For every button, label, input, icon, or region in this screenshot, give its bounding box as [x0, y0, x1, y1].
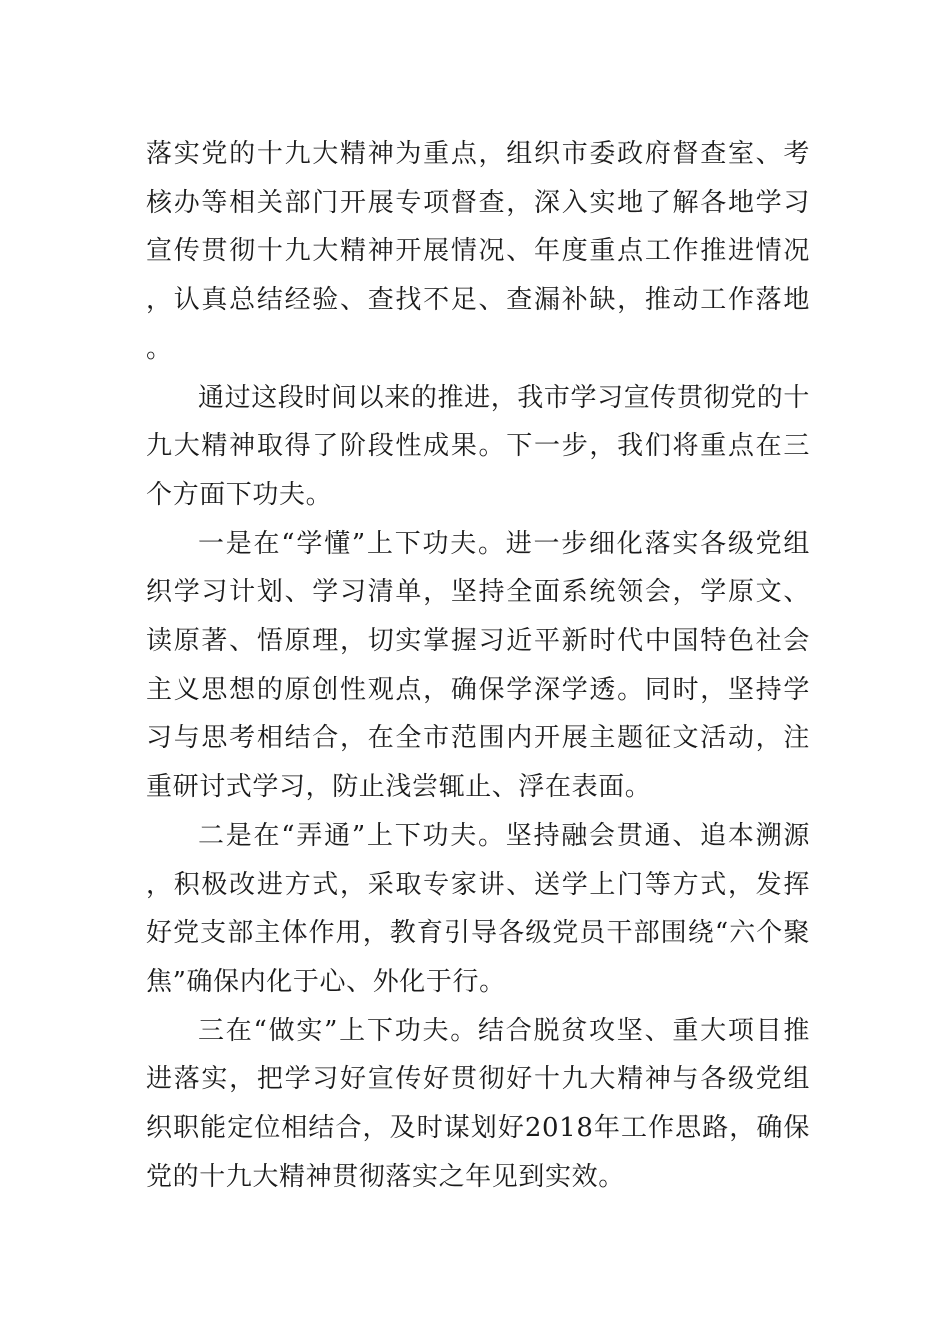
paragraph-3: 一是在“学懂”上下功夫。进一步细化落实各级党组织学习计划、学习清单，坚持全面系统领会，学原文、读原著、悟原理，切实掌握习近平新时代中国特色社会主义思想的原创性观点，确保学深学透。同时，坚持学习与思考相结合，在全市范围内开展主题征文活动，注重研讨式学习，防止浅尝辄止、浮在表面。: [146, 528, 810, 803]
paragraph-5: 三在“做实”上下功夫。结合脱贫攻坚、重大项目推进落实，把学习好宣传好贯彻好十九大精神与各级党组织职能定位相结合，及时谋划好2018年工作思路，确保党的十九大精神贯彻落实之年见到实效。: [146, 1015, 810, 1192]
paragraph-1: 落实党的十九大精神为重点，组织市委政府督查室、考核办等相关部门开展专项督查，深入实地了解各地学习宣传贯彻十九大精神开展情况、年度重点工作推进情况，认真总结经验、查找不足、查漏补缺，推动工作落地。: [146, 139, 810, 364]
paragraph-4: 二是在“弄通”上下功夫。坚持融会贯通、追本溯源，积极改进方式，采取专家讲、送学上门等方式，发挥好党支部主体作用，教育引导各级党员干部围绕“六个聚焦”确保内化于心、外化于行。: [146, 820, 810, 997]
paragraph-2: 通过这段时间以来的推进，我市学习宣传贯彻党的十九大精神取得了阶段性成果。下一步，我们将重点在三个方面下功夫。: [146, 382, 810, 510]
document-body: [146, 130, 810, 1201]
